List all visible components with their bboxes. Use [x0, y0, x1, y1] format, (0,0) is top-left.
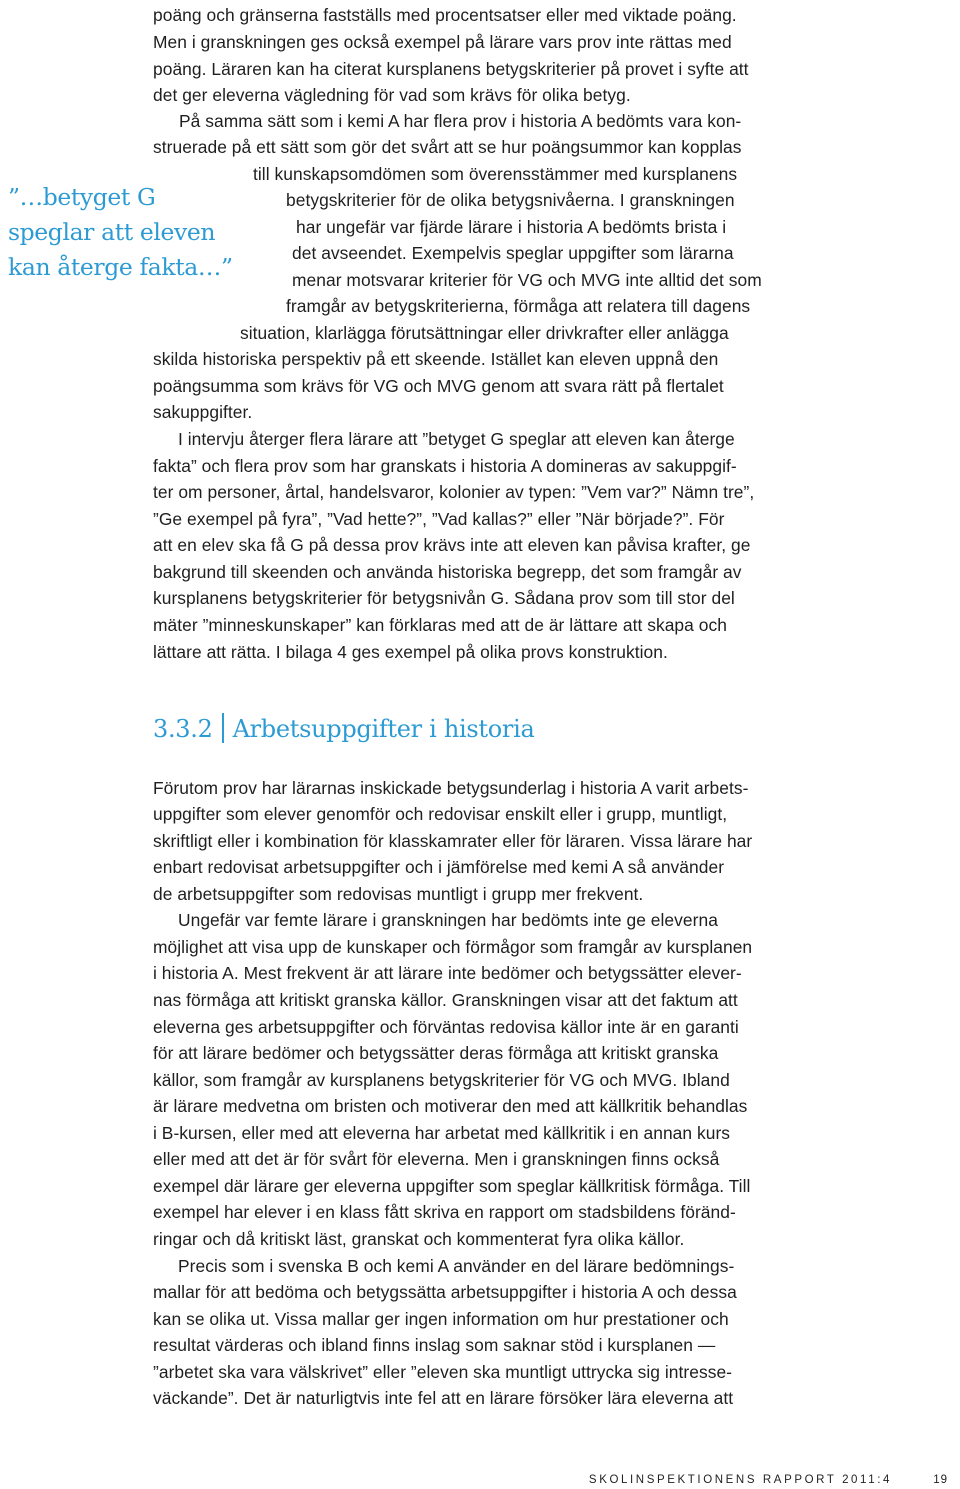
text-line: menar motsvarar kriterier för VG och MVG inte alltid det som	[292, 270, 762, 290]
text-line: kursplanens betygskriterier för betygsnivån G. Sådana prov som till stor del	[153, 588, 735, 608]
text-line: eller med att det är för svårt för eleverna. Men i granskningen finns också	[153, 1149, 720, 1169]
page-number: 19	[933, 1474, 948, 1486]
report-title: SKOLINSPEKTIONENS RAPPORT 2011:4	[588, 1474, 892, 1486]
text-line: I intervju återger flera lärare att ”betyget G speglar att eleven kan återge	[178, 429, 735, 449]
text-line: är lärare medvetna om bristen och motiverar den med att källkritik behandlas	[153, 1096, 748, 1116]
text-line: för att lärare bedömer och betygssätter deras förmåga att kritiskt granska	[153, 1043, 719, 1063]
text-line: de arbetsuppgifter som redovisas muntligt i grupp mer frekvent.	[153, 884, 644, 904]
text-line: exempel där lärare ger eleverna uppgifter som speglar källkritisk förmåga. Till	[153, 1176, 751, 1196]
text-line: eleverna ges arbetsuppgifter och förväntas redovisa källor inte är en garanti	[153, 1017, 739, 1037]
text-line: framgår av betygskriterierna, förmåga att relatera till dagens	[286, 296, 751, 316]
text-line: situation, klarlägga förutsättningar eller drivkrafter eller anlägga	[240, 323, 729, 343]
pull-quote-line: ”…betyget G	[8, 183, 156, 211]
text-line: poängsumma som krävs för VG och MVG genom att svara rätt på flertalet	[153, 376, 724, 396]
text-line: möjlighet att visa upp de kunskaper och förmågor som framgår av kursplanen	[153, 937, 753, 957]
text-line: resultat värderas och ibland finns inslag som saknar stöd i kursplanen —	[153, 1335, 716, 1355]
text-line: uppgifter som elever genomför och redovisar enskilt eller i grupp, muntligt,	[153, 804, 728, 824]
section-title: Arbetsuppgifter i historia	[232, 715, 535, 743]
text-line: mäter ”minneskunskaper” kan förklaras med att de är lättare att skapa och	[153, 615, 727, 635]
text-line: väckande”. Det är naturligtvis inte fel att en lärare försöker lära eleverna att	[153, 1388, 734, 1408]
text-line: det ger eleverna vägledning för vad som krävs för olika betyg.	[153, 85, 631, 105]
text-line: ”Ge exempel på fyra”, ”Vad hette?”, ”Vad kallas?” eller ”När började?”. För	[153, 509, 725, 529]
text-line: skilda historiska perspektiv på ett skeende. Istället kan eleven uppnå den	[153, 349, 719, 369]
text-line: i B-kursen, eller med att eleverna har arbetat med källkritik i en annan kurs	[153, 1123, 731, 1143]
text-line: Ungefär var femte lärare i granskningen har bedömts inte ge eleverna	[178, 910, 718, 930]
heading-divider	[222, 713, 224, 743]
text-line: ringar och då kritiskt läst, granskat och kommenterat fyra olika källor.	[153, 1229, 685, 1249]
section-heading	[153, 711, 534, 747]
text-line: nas förmåga att kritiskt granska källor. Granskningen visar att det faktum att	[153, 990, 738, 1010]
text-line: betygskriterier för de olika betygsnivåerna. I granskningen	[286, 190, 735, 210]
text-line: mallar för att bedöma och betygssätta arbetsuppgifter i historia A och dessa	[153, 1282, 737, 1302]
text-line: sakuppgifter.	[153, 402, 253, 422]
text-line: till kunskapsomdömen som överensstämmer med kursplanens	[253, 164, 738, 184]
pull-quote	[8, 180, 233, 285]
text-line: skriftligt eller i kombination för klasskamrater eller för läraren. Vissa lärare har	[153, 831, 753, 851]
text-line: lättare att rätta. I bilaga 4 ges exempel på olika provs konstruktion.	[153, 642, 668, 662]
text-line: fakta” och flera prov som har granskats i historia A domineras av sakuppgif-	[153, 456, 737, 476]
text-line: i historia A. Mest frekvent är att lärare inte bedömer och betygssätter elever-	[153, 963, 742, 983]
text-line: enbart redovisat arbetsuppgifter och i jämförelse med kemi A så använder	[153, 857, 725, 877]
text-line: har ungefär var fjärde lärare i historia A bedömts brista i	[296, 217, 727, 237]
text-line: bakgrund till skeenden och använda historiska begrepp, det som framgår av	[153, 562, 742, 582]
pull-quote-line: kan återge fakta…”	[8, 253, 233, 281]
text-line: På samma sätt som i kemi A har flera prov i historia A bedömts vara kon-	[179, 111, 742, 131]
text-line: det avseendet. Exempelvis speglar uppgifter som lärarna	[292, 243, 734, 263]
text-line: Förutom prov har lärarnas inskickade betygsunderlag i historia A varit arbets-	[153, 778, 749, 798]
text-line: poäng. Läraren kan ha citerat kursplanens betygskriterier på provet i syfte att	[153, 59, 749, 79]
text-line: kan se olika ut. Vissa mallar ger ingen information om hur prestationer och	[153, 1309, 729, 1329]
section-number: 3.3.2	[153, 715, 213, 743]
text-line: Men i granskningen ges också exempel på lärare vars prov inte rättas med	[153, 32, 732, 52]
pull-quote-line: speglar att eleven	[8, 218, 216, 246]
text-line: att en elev ska få G på dessa prov krävs inte att eleven kan påvisa krafter, ge	[153, 535, 751, 555]
text-line: exempel har elever i en klass fått skriva en rapport om stadsbildens föränd-	[153, 1202, 736, 1222]
text-line: poäng och gränserna fastställs med procentsatser eller med viktade poäng.	[153, 5, 737, 25]
text-line: ter om personer, årtal, handelsvaror, kolonier av typen: ”Vem var?” Nämn tre”,	[153, 482, 755, 502]
text-line: källor, som framgår av kursplanens betygskriterier för VG och MVG. Ibland	[153, 1070, 730, 1090]
text-line: Precis som i svenska B och kemi A använder en del lärare bedömnings-	[178, 1256, 735, 1276]
text-line: struerade på ett sätt som gör det svårt att se hur poängsummor kan kopplas	[153, 137, 742, 157]
text-line: ”arbetet ska vara välskrivet” eller ”eleven ska muntligt uttrycka sig intresse-	[153, 1362, 733, 1382]
